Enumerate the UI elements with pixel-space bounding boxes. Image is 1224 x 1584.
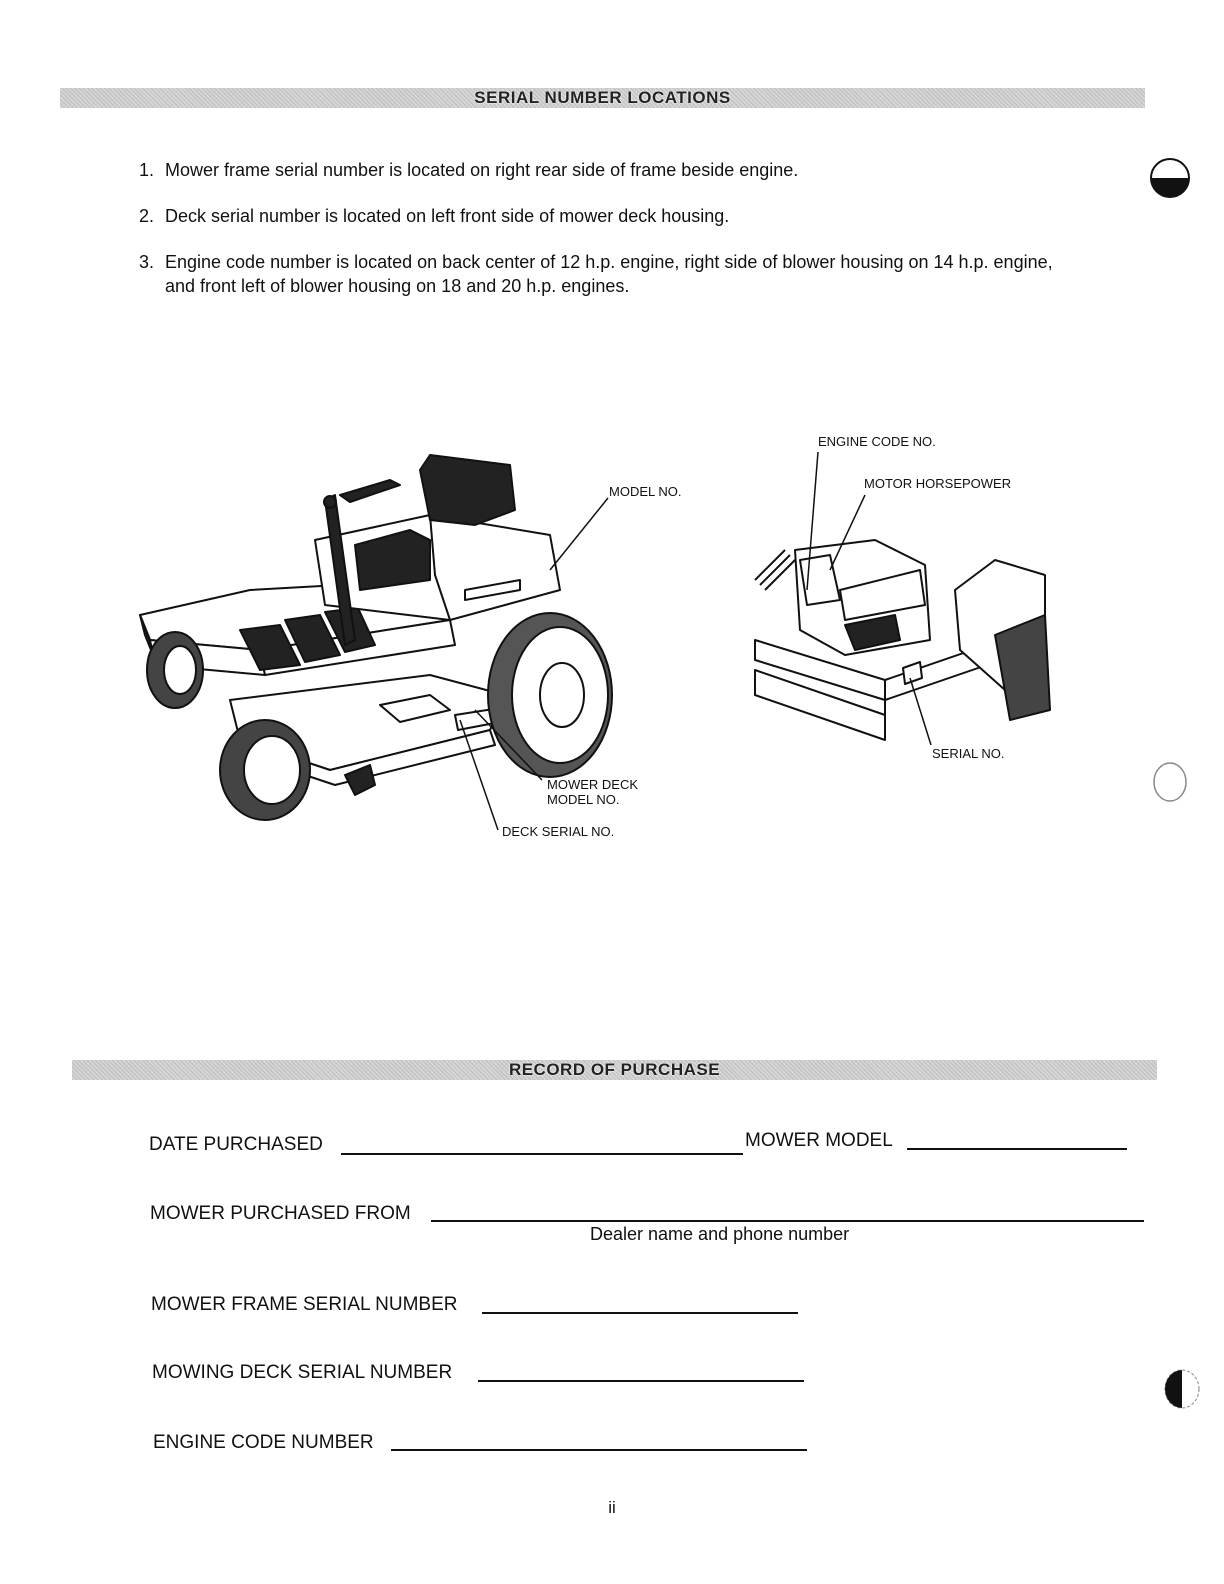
serial-locations-heading: SERIAL NUMBER LOCATIONS <box>474 88 731 107</box>
frame-serial-field[interactable] <box>482 1312 798 1314</box>
record-of-purchase-heading: RECORD OF PURCHASE <box>508 1060 721 1079</box>
serial-locations-banner <box>60 88 1145 108</box>
mower-deck-label-line1: MOWER DECK <box>547 777 638 792</box>
binder-hole-icon <box>1160 1366 1206 1412</box>
mower-deck-label-line2: MODEL NO. <box>547 792 620 807</box>
purchased-from-label: MOWER PURCHASED FROM <box>150 1203 411 1224</box>
item-text: Engine code number is located on back center of 12 h.p. engine, right side of blower housing on 14 h.p. engine, and front left of blower housing on 18 and 20 h.p. engines. <box>165 252 1053 296</box>
purchased-from-field[interactable] <box>431 1220 1144 1222</box>
binder-hole-icon <box>1148 156 1192 200</box>
engine-code-no-label: ENGINE CODE NO. <box>818 434 936 449</box>
deck-serial-field[interactable] <box>478 1380 804 1382</box>
deck-serial-label: MOWING DECK SERIAL NUMBER <box>152 1362 453 1383</box>
record-of-purchase-banner <box>72 1060 1157 1080</box>
item-number: 1. <box>139 160 155 180</box>
date-purchased-label: DATE PURCHASED <box>149 1134 323 1155</box>
mower-model-field[interactable] <box>907 1148 1127 1150</box>
dealer-hint-label: Dealer name and phone number <box>590 1224 850 1244</box>
page-number: ii <box>608 1498 616 1517</box>
item-number: 2. <box>139 206 155 226</box>
frame-serial-label: MOWER FRAME SERIAL NUMBER <box>151 1294 458 1315</box>
item-number: 3. <box>139 252 155 272</box>
engine-code-field[interactable] <box>391 1449 807 1451</box>
deck-serial-no-label: DECK SERIAL NO. <box>502 824 615 839</box>
item-text: Deck serial number is located on left front side of mower deck housing. <box>165 206 730 226</box>
date-purchased-field[interactable] <box>341 1153 743 1155</box>
binder-hole-icon <box>1150 760 1190 804</box>
model-no-label: MODEL NO. <box>609 484 682 499</box>
item-text: Mower frame serial number is located on right rear side of frame beside engine. <box>165 160 799 180</box>
engine-code-label: ENGINE CODE NUMBER <box>153 1432 374 1453</box>
mower-model-label: MOWER MODEL <box>745 1130 893 1151</box>
engine-serial-no-label: SERIAL NO. <box>932 746 1005 761</box>
instruction-item-3 <box>139 250 1099 300</box>
motor-horsepower-label: MOTOR HORSEPOWER <box>864 476 1012 491</box>
